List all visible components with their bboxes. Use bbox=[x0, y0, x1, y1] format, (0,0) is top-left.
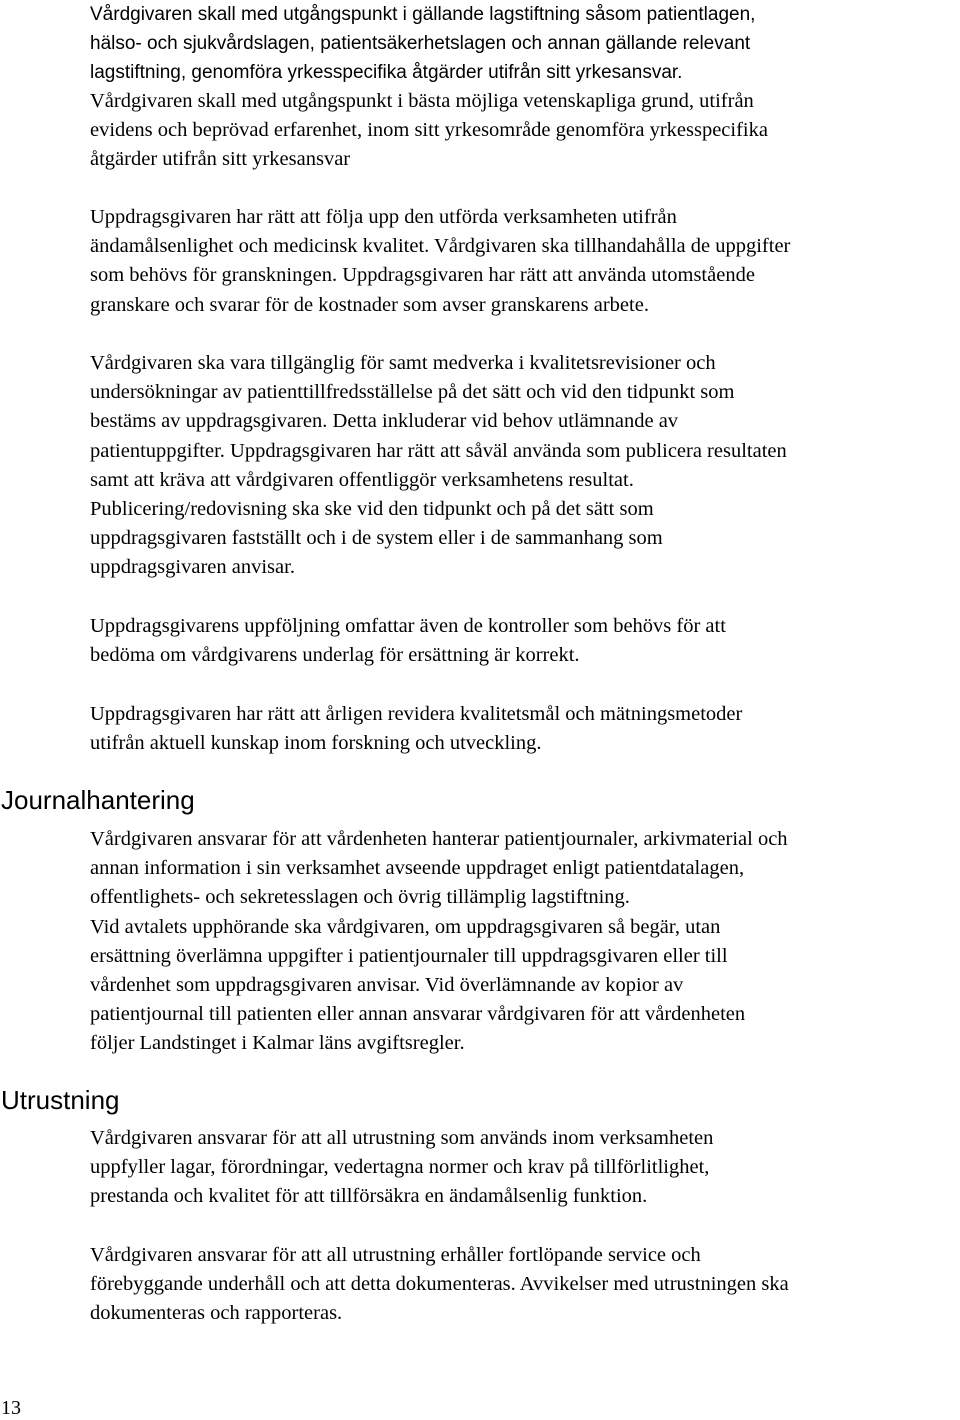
page-number: 13 bbox=[1, 1397, 21, 1419]
paragraph-equipment-requirements: Vårdgivaren ansvarar för att all utrustning som används inom verksamheten uppfyller lagar, förordningar, vedertagna normer och krav på tillförlitlighet, prestanda och kvalitet för att tillförsäkra en ändamålsenlig funktion. bbox=[90, 1127, 714, 1208]
paragraph-quality-audits: Vårdgivaren ska vara tillgänglig för samt medverka i kvalitetsrevisioner och undersökningar av patienttillfredsställelse på det sätt och vid den tidpunkt som bestäms av uppdragsgivaren. Detta inkluderar vid behov utlämnande av patientuppgifter. Uppdragsgivaren har rätt att såväl använda som publicera resultaten samt att kräva att vårdgivaren offentliggör verksamhetens resultat. Publicering/redovisning ska ske vid den tidpunkt och på det sätt som uppdragsgivaren fastställt och i de system eller i de sammanhang som uppdragsgivaren anvisar. bbox=[90, 352, 787, 579]
heading-utrustning: Utrustning bbox=[1, 1085, 120, 1115]
paragraph-payment-controls: Uppdragsgivarens uppföljning omfattar även de kontroller som behövs för att bedöma om vårdgivarens underlag för ersättning är korrekt. bbox=[90, 615, 726, 667]
paragraph-scientific-basis: Vårdgivaren skall med utgångspunkt i bästa möjliga vetenskapliga grund, utifrån evidens och beprövad erfarenhet, inom sitt yrkesområde genomföra yrkesspecifika åtgärder utifrån sitt yrkesansvar bbox=[90, 90, 768, 171]
paragraph-follow-up-rights: Uppdragsgivaren har rätt att följa upp den utförda verksamheten utifrån ändamålsenlighet och medicinsk kvalitet. Vårdgivaren ska tillhandahålla de uppgifter som behövs för granskningen. Uppdragsgivaren har rätt att använda utomstående granskare och svarar för de kostnader som avser granskarens arbete. bbox=[90, 206, 791, 316]
paragraph-annual-revision: Uppdragsgivaren har rätt att årligen revidera kvalitetsmål och mätningsmetoder utifrån aktuell kunskap inom forskning och utveckling. bbox=[90, 703, 743, 755]
heading-journalhantering: Journalhantering bbox=[1, 785, 195, 815]
paragraph-legislation-basis: Vårdgivaren skall med utgångspunkt i gällande lagstiftning såsom patientlagen, hälso- och sjukvårdslagen, patientsäkerhetslagen och annan gällande relevant lagstiftning, genomföra yrkesspecifika åtgärder utifrån sitt yrkesansvar. bbox=[90, 4, 756, 84]
paragraph-journal-handling: Vårdgivaren ansvarar för att vårdenheten hanterar patientjournaler, arkivmaterial och annan information i sin verksamhet avseende uppdraget enligt patientdatalagen, offentlighets- och sekretesslagen och övrig tillämplig lagstiftning. Vid avtalets upphörande ska vårdgivaren, om uppdragsgivaren så begär, utan ersättning överlämna uppgifter i patientjournaler till uppdragsgivaren eller till vårdenhet som uppdragsgivaren anvisar. Vid överlämnande av kopior av patientjournal till patienten eller annan ansvarar vårdgivaren för att vårdenheten följer Landstinget i Kalmar läns avgiftsregler. bbox=[90, 828, 788, 1055]
paragraph-equipment-maintenance: Vårdgivaren ansvarar för att all utrustning erhåller fortlöpande service och förebyggande underhåll och att detta dokumenteras. Avvikelser med utrustningen ska dokumenteras och rapporteras. bbox=[90, 1244, 789, 1325]
